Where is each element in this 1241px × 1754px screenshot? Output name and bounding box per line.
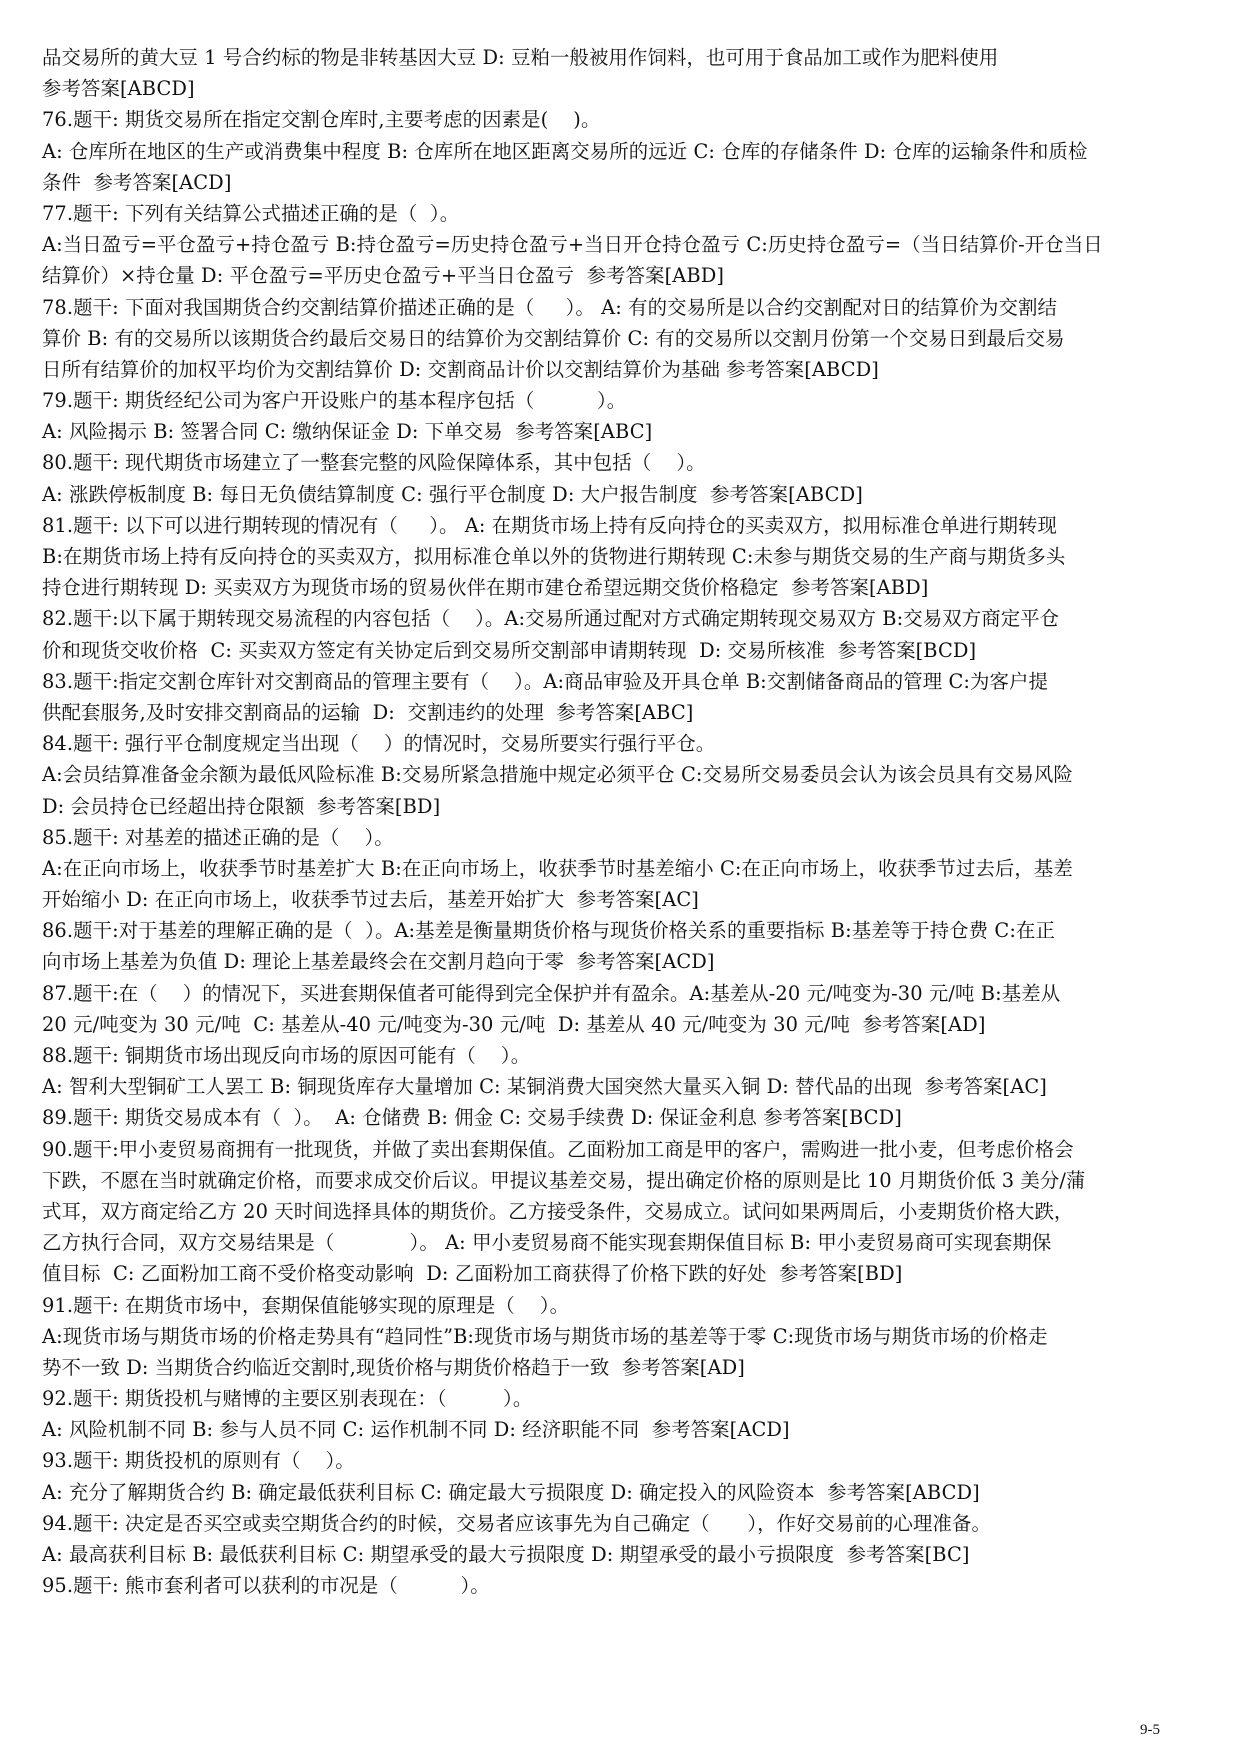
text-line: 条件 参考答案[ACD] xyxy=(42,170,232,194)
text-line: 结算价）×持仓量 D: 平仓盈亏=平历史仓盈亏+平当日仓盈亏 参考答案[ABD] xyxy=(42,264,725,288)
text-line: A: 智利大型铜矿工人罢工 B: 铜现货库存大量增加 C: 某铜消费大国突然大量买入铜 D: 替代品的出现 参考答案[AC] xyxy=(42,1075,1047,1099)
text-line: 参考答案[ABCD] xyxy=(42,77,195,101)
text-line: 算价 B: 有的交易所以该期货合约最后交易日的结算价为交割结算价 C: 有的交易所以交割月份第一个交易日到最后交易 xyxy=(42,326,1065,350)
text-line: 88.题干: 铜期货市场出现反向市场的原因可能有（ ）。 xyxy=(42,1044,531,1067)
text-line: 下跌，不愿在当时就确定价格，而要求成交价后议。甲提议基差交易，提出确定价格的原则是比 10 月期货价低 3 美分/蒲 xyxy=(42,1168,1086,1192)
text-line: 90.题干:甲小麦贸易商拥有一批现货，并做了卖出套期保值。乙面粉加工商是甲的客户，需购进一批小麦，但考虑价格会 xyxy=(42,1137,1074,1161)
text-line: 94.题干: 决定是否买空或卖空期货合约的时候，交易者应该事先为自己确定（ ），作好交易前的心理准备。 xyxy=(42,1511,991,1535)
text-line: 81.题干: 以下可以进行期转现的情况有（ ）。 A: 在期货市场上持有反向持仓的买卖双方，拟用标准仓单进行期转现 xyxy=(42,513,1057,537)
text-line: D: 会员持仓已经超出持仓限额 参考答案[BD] xyxy=(42,794,441,818)
text-line: 78.题干: 下面对我国期货合约交割结算价描述正确的是（ ）。 A: 有的交易所是以合约交割配对日的结算价为交割结 xyxy=(42,295,1057,319)
text-line: 20 元/吨变为 30 元/吨 C: 基差从-40 元/吨变为-30 元/吨 D: 基差从 40 元/吨变为 30 元/吨 参考答案[AD] xyxy=(42,1012,986,1036)
text-line: 95.题干: 熊市套利者可以获利的市况是（ ）。 xyxy=(42,1574,490,1598)
text-line: A:会员结算准备金余额为最低风险标准 B:交易所紧急措施中规定必须平仓 C:交易所交易委员会认为该会员具有交易风险 xyxy=(42,763,1073,787)
text-line: 93.题干: 期货投机的原则有（ ）。 xyxy=(42,1449,355,1473)
text-line: 日所有结算价的加权平均价为交割结算价 D: 交割商品计价以交割结算价为基础 参考答案[ABCD] xyxy=(42,357,879,381)
text-line: A:现货市场与期货市场的价格走势具有“趋同性”B:现货市场与期货市场的基差等于零 C:现货市场与期货市场的价格走 xyxy=(42,1324,1048,1348)
text-line: 84.题干: 强行平仓制度规定当出现（ ）的情况时，交易所要实行强行平仓。 xyxy=(42,732,716,756)
text-line: 89.题干: 期货交易成本有（ ）。 A: 仓储费 B: 佣金 C: 交易手续费 D: 保证金利息 参考答案[BCD] xyxy=(42,1106,902,1130)
text-line: 82.题干:以下属于期转现交易流程的内容包括（ ）。A:交易所通过配对方式确定期转现交易双方 B:交易双方商定平仓 xyxy=(42,607,1060,631)
text-line: 势不一致 D: 当期货合约临近交割时,现货价格与期货价格趋于一致 参考答案[AD] xyxy=(42,1355,745,1379)
text-line: A: 涨跌停板制度 B: 每日无负债结算制度 C: 强行平仓制度 D: 大户报告制度 参考答案[ABCD] xyxy=(42,482,863,506)
text-line: A: 风险揭示 B: 签署合同 C: 缴纳保证金 D: 下单交易 参考答案[ABC] xyxy=(42,420,653,444)
document-body xyxy=(42,42,1202,1601)
text-line: 92.题干: 期货投机与赌博的主要区别表现在：（ ）。 xyxy=(42,1387,533,1411)
text-line: A: 风险机制不同 B: 参与人员不同 C: 运作机制不同 D: 经济职能不同 参考答案[ACD] xyxy=(42,1418,790,1442)
text-line: 80.题干: 现代期货市场建立了一整套完整的风险保障体系，其中包括（ ）。 xyxy=(42,451,706,475)
text-line: 85.题干: 对基差的描述正确的是（ ）。 xyxy=(42,825,394,849)
text-line: 乙方执行合同，双方交易结果是（ ）。 A: 甲小麦贸易商不能实现套期保值目标 B: 甲小麦贸易商可实现套期保 xyxy=(42,1231,1052,1255)
text-line: 价和现货交收价格 C: 买卖双方签定有关协定后到交易所交割部申请期转现 D: 交易所核准 参考答案[BCD] xyxy=(42,638,977,662)
text-line: A: 仓库所在地区的生产或消费集中程度 B: 仓库所在地区距离交易所的远近 C: 仓库的存储条件 D: 仓库的运输条件和质检 xyxy=(42,139,1088,163)
text-line: 91.题干: 在期货市场中，套期保值能够实现的原理是（ ）。 xyxy=(42,1293,570,1317)
text-line: 87.题干:在（ ）的情况下，买进套期保值者可能得到完全保护并有盈余。A:基差从-20 元/吨变为-30 元/吨 B:基差从 xyxy=(42,981,1061,1005)
text-line: 值目标 C: 乙面粉加工商不受价格变动影响 D: 乙面粉加工商获得了价格下跌的好处 参考答案[BD] xyxy=(42,1262,903,1286)
text-line: 79.题干: 期货经纪公司为客户开设账户的基本程序包括（ ）。 xyxy=(42,389,627,413)
text-line: 式耳，双方商定给乙方 20 天时间选择具体的期货价。乙方接受条件，交易成立。试问如果两周后，小麦期货价格大跌， xyxy=(42,1199,1074,1223)
text-line: 76.题干: 期货交易所在指定交割仓库时,主要考虑的因素是( )。 xyxy=(42,108,601,132)
text-line: A: 充分了解期货合约 B: 确定最低获利目标 C: 确定最大亏损限度 D: 确定投入的风险资本 参考答案[ABCD] xyxy=(42,1480,980,1504)
page-number: 9-5 xyxy=(1140,1722,1160,1738)
text-line: 86.题干:对于基差的理解正确的是（ ）。A:基差是衡量期货价格与现货价格关系的重要指标 B:基差等于持仓费 C:在正 xyxy=(42,919,1055,943)
text-line: 品交易所的黄大豆 1 号合约标的物是非转基因大豆 D: 豆粕一般被用作饲料，也可用于食品加工或作为肥料使用 xyxy=(42,46,999,69)
text-line: A:当日盈亏=平仓盈亏+持仓盈亏 B:持仓盈亏=历史持仓盈亏+当日开仓持仓盈亏 C:历史持仓盈亏=（当日结算价-开仓当日 xyxy=(42,233,1103,257)
text-line: 83.题干:指定交割仓库针对交割商品的管理主要有（ ）。A:商品审验及开具仓单 B:交割储备商品的管理 C:为客户提 xyxy=(42,669,1049,693)
text-line: 77.题干: 下列有关结算公式描述正确的是（ ）。 xyxy=(42,201,460,225)
text-line: A:在正向市场上，收获季节时基差扩大 B:在正向市场上，收获季节时基差缩小 C:在正向市场上，收获季节过去后，基差 xyxy=(42,856,1073,880)
text-line: B:在期货市场上持有反向持仓的买卖双方，拟用标准仓单以外的货物进行期转现 C:未参与期货交易的生产商与期货多头 xyxy=(42,545,1066,568)
text-line: 供配套服务,及时安排交割商品的运输 D: 交割违约的处理 参考答案[ABC] xyxy=(42,700,694,724)
text-line: 开始缩小 D: 在正向市场上，收获季节过去后，基差开始扩大 参考答案[AC] xyxy=(42,888,699,912)
text-line: A: 最高获利目标 B: 最低获利目标 C: 期望承受的最大亏损限度 D: 期望承受的最小亏损限度 参考答案[BC] xyxy=(42,1543,970,1566)
text-line: 向市场上基差为负值 D: 理论上基差最终会在交割月趋向于零 参考答案[ACD] xyxy=(42,950,715,974)
text-line: 持仓进行期转现 D: 买卖双方为现货市场的贸易伙伴在期市建仓希望远期交货价格稳定 参考答案[ABD] xyxy=(42,576,929,600)
